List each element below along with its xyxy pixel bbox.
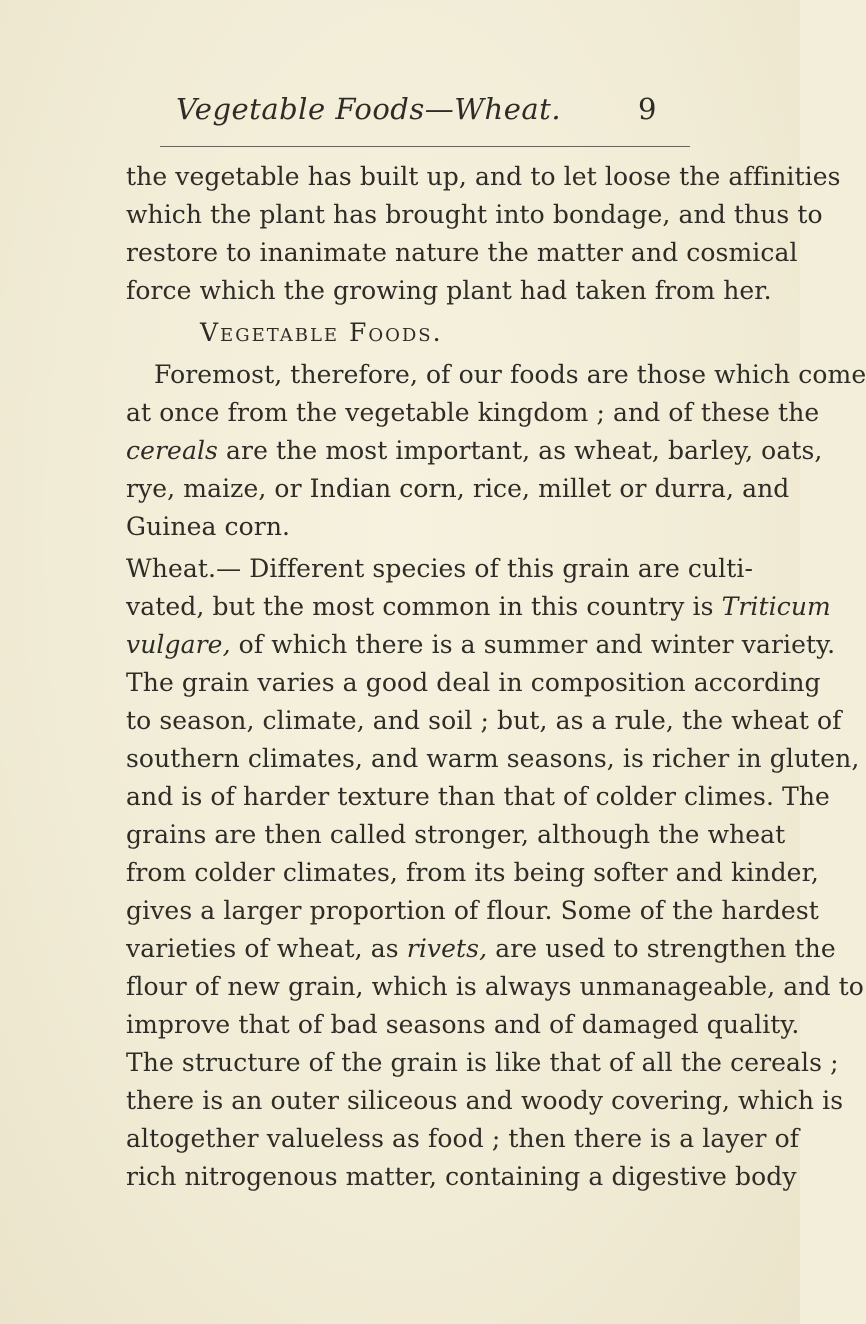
text-line [126, 626, 836, 664]
text-run: varieties of wheat, as [126, 934, 407, 963]
text-line: from colder climates, from its being softer and kinder, [126, 858, 819, 887]
page-number: 9 [638, 92, 657, 126]
text-line: the vegetable has built up, and to let loose the affinities [126, 162, 841, 191]
text-line: at once from the vegetable kingdom ; and of these the [126, 398, 820, 427]
text-line: flour of new grain, which is always unmanageable, and to [126, 972, 864, 1001]
text-line: southern climates, and warm seasons, is richer in gluten, [126, 744, 860, 773]
text-line: rye, maize, or Indian corn, rice, millet or durra, and [126, 474, 790, 503]
italic-term: vulgare, [126, 630, 231, 659]
running-head-title: Vegetable Foods—Wheat. [176, 92, 562, 126]
text-run: vated, but the most common in this country is [126, 592, 722, 621]
section-heading: Vegetable Foods. [200, 318, 443, 347]
running-head [0, 92, 800, 136]
text-line: The grain varies a good deal in composition according [126, 668, 821, 697]
text-line: altogether valueless as food ; then there is a layer of [126, 1124, 800, 1153]
text-line: there is an outer siliceous and woody covering, which is [126, 1086, 844, 1115]
text-line: restore to inanimate nature the matter and cosmical [126, 238, 798, 267]
text-line: Foremost, therefore, of our foods are those which come [154, 360, 866, 389]
italic-term: rivets, [406, 934, 488, 963]
text-line: Guinea corn. [126, 512, 291, 541]
text-line: gives a larger proportion of flour. Some of the hardest [126, 896, 819, 925]
text-line: force which the growing plant had taken from her. [126, 276, 772, 305]
text-run: are used to strengthen the [487, 934, 836, 963]
text-line: rich nitrogenous matter, containing a digestive body [126, 1162, 797, 1191]
header-rule [160, 146, 690, 147]
text-line: and is of harder texture than that of colder climes. The [126, 782, 830, 811]
text-line [126, 930, 836, 968]
text-line: The structure of the grain is like that of all the cereals ; [126, 1048, 839, 1077]
text-line: which the plant has brought into bondage, and thus to [126, 200, 823, 229]
italic-term: cereals [126, 436, 218, 465]
text-run: of which there is a summer and winter variety. [230, 630, 836, 659]
text-run: are the most important, as wheat, barley, oats, [217, 436, 823, 465]
text-line [126, 432, 823, 470]
italic-term: Triticum [721, 592, 831, 621]
text-line: improve that of bad seasons and of damaged quality. [126, 1010, 800, 1039]
text-line: to season, climate, and soil ; but, as a rule, the wheat of [126, 706, 842, 735]
text-line: Wheat.— Different species of this grain are culti- [126, 554, 754, 583]
text-line [126, 588, 831, 626]
text-line: grains are then called stronger, although the wheat [126, 820, 786, 849]
